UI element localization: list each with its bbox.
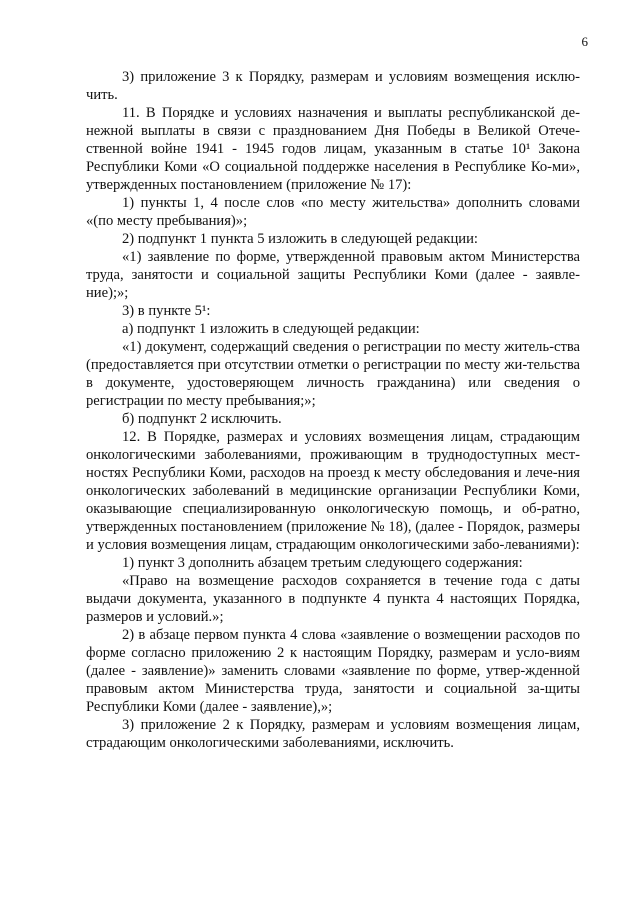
paragraph: 2) в абзаце первом пункта 4 слова «заявление о возмещении расходов по форме согласно приложению 2 к настоящим Порядку, размерам и усло-виям (далее - заявление)» заменить словами «заявление по форме, утвер-жденной правовым актом Министерства труда, занятости и социальной за-щиты Республики Коми (далее - заявление),»;: [86, 627, 580, 715]
paragraph: а) подпункт 1 изложить в следующей редакции:: [122, 321, 420, 337]
paragraph: 3) приложение 3 к Порядку, размерам и условиям возмещения исклю-чить.: [86, 69, 580, 103]
paragraph: 3) в пункте 5¹:: [122, 303, 211, 319]
document-body: [86, 68, 580, 752]
paragraph: 11. В Порядке и условиях назначения и выплаты республиканской де-нежной выплаты в связи с празднованием Дня Победы в Великой Отече-ственной войне 1941 - 1945 годов лицам, указанным в статье 10¹ Закона Республики Коми «О социальной поддержке населения в Республике Ко-ми», утвержденных постановлением (приложение № 17):: [86, 105, 580, 193]
paragraph: б) подпункт 2 исключить.: [122, 411, 282, 427]
paragraph: 12. В Порядке, размерах и условиях возмещения лицам, страдающим онкологическими заболеваниями, проживающим в труднодоступных мест-ностях Республики Коми, расходов на проезд к месту обследования и лече-ния онкологических заболеваний в медицинские организации Республики Коми, оказывающие специализированную онкологическую помощь, и об-ратно, утвержденных постановлением (приложение № 18), (далее - Порядок, размеры и условия возмещения лицам, страдающим онкологическими забо-леваниями):: [86, 429, 580, 553]
paragraph: 3) приложение 2 к Порядку, размерам и условиям возмещения лицам, страдающим онкологическими заболеваниями, исключить.: [86, 717, 580, 751]
page-number: 6: [581, 34, 588, 49]
paragraph: «1) заявление по форме, утвержденной правовым актом Министерства труда, занятости и социальной защиты Республики Коми (далее - заявле-ние);»;: [86, 249, 580, 301]
paragraph: 2) подпункт 1 пункта 5 изложить в следующей редакции:: [122, 231, 478, 247]
paragraph: «1) документ, содержащий сведения о регистрации по месту житель-ства (предоставляется при отсутствии отметки о регистрации по месту жи-тельства в документе, удостоверяющем личность гражданина) или сведения о регистрации по месту пребывания;»;: [86, 339, 580, 409]
paragraph: 1) пункты 1, 4 после слов «по месту жительства» дополнить словами «(по месту пребывания)»;: [86, 195, 580, 229]
paragraph: 1) пункт 3 дополнить абзацем третьим следующего содержания:: [122, 555, 523, 571]
paragraph: «Право на возмещение расходов сохраняется в течение года с даты выдачи документа, указанного в подпункте 4 пункта 4 настоящих Порядка, размеров и условий.»;: [86, 573, 580, 625]
